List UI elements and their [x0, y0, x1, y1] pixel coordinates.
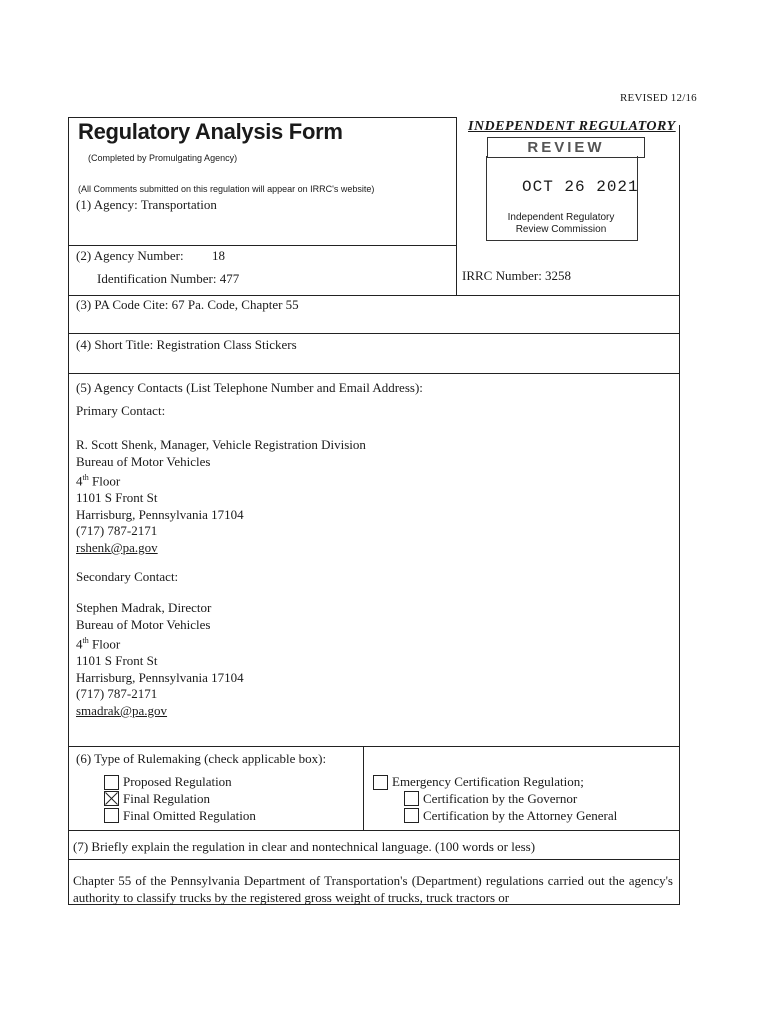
secondary-contact-email[interactable]: smadrak@pa.gov — [76, 702, 168, 718]
rulemaking-label: (6) Type of Rulemaking (check applicable box): — [76, 751, 327, 766]
stamp-commission: Independent Regulatory Review Commission — [507, 212, 615, 235]
primary-contact-email[interactable]: rshenk@pa.gov — [76, 539, 158, 555]
divider-contacts — [68, 746, 680, 747]
proposed-regulation-label: Proposed Regulation — [123, 774, 232, 789]
comments-note: (All Comments submitted on this regulation will appear on IRRC's website) — [78, 184, 375, 194]
form-middle-divider — [456, 117, 457, 295]
primary-contact-phone: (717) 787-2171 — [76, 523, 158, 539]
secondary-contact-city: Harrisburg, Pennsylvania 17104 — [76, 669, 244, 685]
attorney-general-certification-label: Certification by the Attorney General — [423, 808, 618, 823]
form-right-border — [679, 125, 680, 905]
emergency-certification-label: Emergency Certification Regulation; — [392, 774, 584, 789]
rulemaking-divider — [363, 746, 364, 830]
primary-contact-label: Primary Contact: — [76, 403, 166, 418]
agency-field: (1) Agency: Transportation — [76, 197, 217, 212]
divider-explain-label — [68, 859, 680, 860]
agency-contacts-label: (5) Agency Contacts (List Telephone Number and Email Address): — [76, 380, 423, 395]
final-regulation-label: Final Regulation — [123, 791, 211, 806]
stamp-received: REVIEW — [487, 137, 645, 158]
divider-rulemaking — [68, 830, 680, 831]
divider-agency — [68, 245, 456, 246]
final-omitted-regulation-checkbox[interactable] — [104, 808, 119, 823]
irrc-number: IRRC Number: 3258 — [462, 268, 572, 283]
stamp-date: OCT 26 2021 — [522, 178, 639, 196]
attorney-general-certification-checkbox[interactable] — [404, 808, 419, 823]
stamp-header: INDEPENDENT REGULATORY — [468, 119, 676, 134]
completed-by-note: (Completed by Promulgating Agency) — [88, 153, 238, 163]
emergency-certification-checkbox[interactable] — [373, 775, 388, 790]
form-left-border — [68, 117, 69, 905]
secondary-contact-bureau: Bureau of Motor Vehicles — [76, 616, 211, 632]
secondary-contact-street: 1101 S Front St — [76, 653, 158, 669]
explain-regulation-text: Chapter 55 of the Pennsylvania Department of Transportation's (Department) regulations carried out the agency's authority to classify trucks by the registered gross weight of trucks, truck tractors or — [73, 873, 673, 905]
divider-short-title — [68, 373, 680, 374]
divider-agency-number — [68, 295, 680, 296]
secondary-contact-name: Stephen Madrak, Director — [76, 600, 212, 615]
secondary-contact-phone: (717) 787-2171 — [76, 686, 158, 702]
secondary-contact-block — [76, 600, 244, 719]
primary-contact-bureau: Bureau of Motor Vehicles — [76, 453, 211, 469]
primary-contact-floor: 4th Floor — [76, 473, 121, 489]
pa-code-cite: (3) PA Code Cite: 67 Pa. Code, Chapter 55 — [76, 297, 299, 312]
form-top-border — [68, 117, 456, 118]
proposed-regulation-checkbox[interactable] — [104, 775, 119, 790]
final-omitted-regulation-label: Final Omitted Regulation — [123, 808, 256, 823]
primary-contact-name: R. Scott Shenk, Manager, Vehicle Registration Division — [76, 437, 366, 452]
secondary-contact-label: Secondary Contact: — [76, 569, 179, 584]
agency-number-value: 18 — [212, 248, 225, 263]
agency-number-label: (2) Agency Number: — [76, 248, 184, 263]
primary-contact-street: 1101 S Front St — [76, 490, 158, 506]
explain-regulation-label: (7) Briefly explain the regulation in clear and nontechnical language. (100 words or less) — [73, 839, 536, 854]
governor-certification-label: Certification by the Governor — [423, 791, 578, 806]
short-title: (4) Short Title: Registration Class Stickers — [76, 337, 297, 352]
secondary-contact-floor: 4th Floor — [76, 636, 121, 652]
governor-certification-checkbox[interactable] — [404, 791, 419, 806]
primary-contact-block — [76, 437, 366, 556]
primary-contact-city: Harrisburg, Pennsylvania 17104 — [76, 506, 244, 522]
divider-pa-code — [68, 333, 680, 334]
form-title: Regulatory Analysis Form — [78, 119, 343, 144]
revised-date: REVISED 12/16 — [620, 92, 697, 104]
identification-number: Identification Number: 477 — [97, 271, 240, 286]
final-regulation-checkbox[interactable] — [104, 791, 119, 806]
